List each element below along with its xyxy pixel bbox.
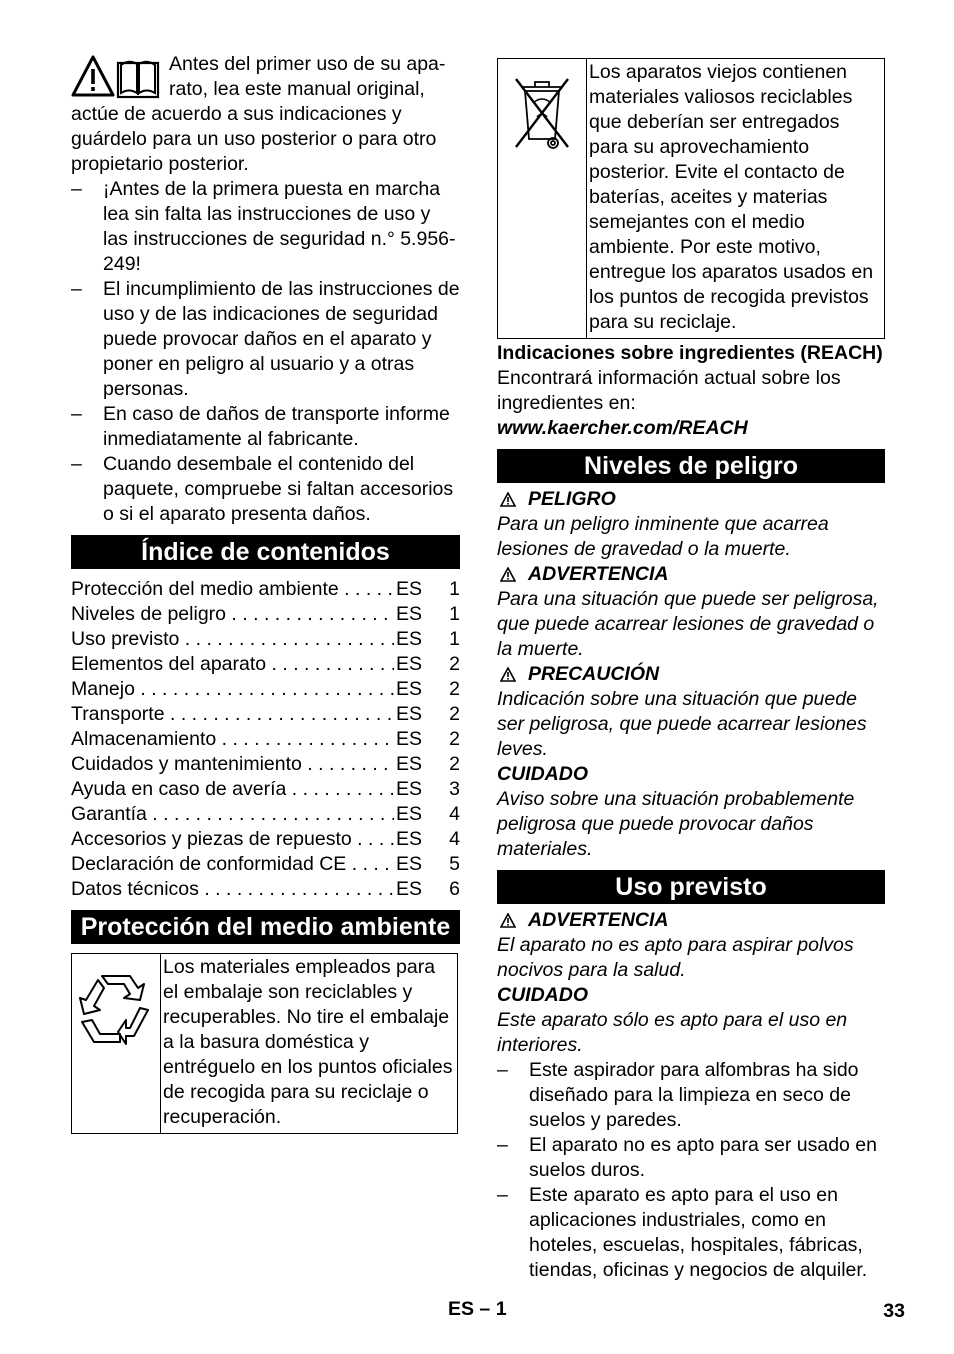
toc-title: Elementos del aparato . . . [71,652,394,677]
reach-text: Encontrará información actual sobre los ingredientes en: [497,367,841,414]
toc-row[interactable] [71,852,460,877]
toc-title: Datos técnicos . . . [71,877,394,902]
toc-lang: ES [396,753,423,775]
intro-bullet: – En caso de daños de transporte informe inmediatamente al fabricante. [71,402,460,452]
intended-use-heading: Uso previsto [497,870,885,904]
toc-row[interactable] [71,702,460,727]
warning-triangle-icon [73,57,113,95]
toc-lang: ES [396,703,423,725]
toc-lang: ES [396,603,423,625]
intro-bullet: – El incumplimiento de las instrucciones de uso y de las indicaciones de seguridad puede provocar daños en el aparato y poner en peligro al usuario y a otras personas. [71,277,460,402]
crossed-bin-icon [513,73,571,153]
toc-page: 1 [449,578,460,600]
hazard-warning-label [497,562,885,587]
hazard-label: PELIGRO [528,488,616,510]
toc-title: Garantía . . . [71,802,394,827]
intro-line-1: Antes del primer uso de su apa- [169,53,446,75]
recycle-box [71,953,458,1134]
toc-page: 2 [449,728,460,750]
intro-bullet: – ¡Antes de la primera puesta en marcha lea sin falta las instrucciones de uso y las instrucciones de seguridad n.° 5.956-249! [71,177,460,277]
toc-row[interactable] [71,627,460,652]
toc-title: Niveles de peligro . . . [71,602,394,627]
hazard-text: Para una situación que puede ser peligrosa, que puede acarrear lesiones de gravedad o la muerte. [497,588,879,660]
toc-lang: ES [396,653,423,675]
toc-lang: ES [396,678,423,700]
intended-use-warning-label [497,908,885,933]
caution-text: Este aparato sólo es apto para el uso en interiores. [497,1009,848,1056]
toc-title: Ayuda en caso de avería . . . [71,777,394,802]
toc-lang: ES [396,778,423,800]
toc-row[interactable] [71,602,460,627]
intended-use-bullet-list [497,1058,885,1283]
hazard-text: Aviso sobre una situación probablemente peligrosa que puede provocar daños materiales. [497,788,855,860]
toc-lang: ES [396,853,423,875]
toc-lang: ES [396,628,423,650]
toc-page: 4 [449,803,460,825]
toc-row[interactable] [71,577,460,602]
toc-title: Transporte . . . [71,702,394,727]
toc-lang: ES [396,878,423,900]
warning-manual-icon [71,55,163,99]
recycle-icon [78,970,154,1048]
toc-row[interactable] [71,727,460,752]
recycle-text: Los materiales empleados para el embalaje son reciclables y recuperables. No tire el embalaje a la basura doméstica y entréguelo en los puntos oficiales de recogida para su reciclaje o recuperación. [163,956,453,1128]
reach-heading: Indicaciones sobre ingredientes (REACH) [497,342,883,364]
toc-title: Uso previsto . . . [71,627,394,652]
disposal-text: Los aparatos viejos contienen materiales valiosos reciclables que deberían ser entregados para su aprovechamiento posterior. Evite el contacto de baterías, aceites y materias semejantes con el medio ambiente. Por este motivo, entregue los aparatos usados en los puntos de recogida previstos para su reciclaje. [589,61,874,333]
page-number: 33 [883,1300,905,1322]
toc-page: 2 [449,703,460,725]
warning-triangle-icon [500,913,516,928]
toc-row[interactable] [71,827,460,852]
intro-bullet: – Cuando desembale el contenido del paquete, compruebe si faltan accesorios o si el aparato presenta daños. [71,452,460,527]
toc-title: Declaración de conformidad CE . . . [71,852,394,877]
disposal-icon-cell [498,59,587,338]
hazard-danger-label [497,487,885,512]
toc-page: 2 [449,753,460,775]
intro-bullet-list [71,177,460,527]
intro-text: actúe de acuerdo a sus indicaciones y guárdelo para un uso posterior o para otro propietario posterior. [71,103,437,175]
toc-row[interactable] [71,777,460,802]
intro-icons [71,55,163,99]
hazard-levels-list [497,487,885,862]
hazard-text: Indicación sobre una situación que puede ser peligrosa, que puede acarrear lesiones leves. [497,688,867,760]
table-of-contents [71,577,460,902]
hazard-notice-label: CUIDADO [497,763,588,785]
manual-book-icon [118,62,158,97]
reach-link[interactable]: www.kaercher.com/REACH [497,417,748,439]
left-column [71,52,460,1134]
intro-line-2: rato, lea este manual original, [169,78,425,100]
intended-use-bullet: – El aparato no es apto para ser usado en suelos duros. [497,1133,885,1183]
toc-title: Protección del medio ambiente . . . [71,577,394,602]
right-column [497,58,885,1283]
toc-row[interactable] [71,677,460,702]
toc-row[interactable] [71,752,460,777]
toc-page: 2 [449,678,460,700]
toc-lang: ES [396,728,423,750]
environment-heading: Protección del medio ambiente [71,910,460,944]
intro-section [71,52,460,177]
disposal-box [497,58,885,339]
hazard-levels-heading: Niveles de peligro [497,449,885,483]
toc-page: 3 [449,778,460,800]
toc-title: Accesorios y piezas de repuesto . . . [71,827,394,852]
toc-page: 1 [449,603,460,625]
toc-title: Manejo . . . [71,677,394,702]
toc-row[interactable] [71,802,460,827]
toc-page: 6 [449,878,460,900]
hazard-label: PRECAUCIÓN [528,663,660,685]
toc-page: 1 [449,628,460,650]
toc-row[interactable] [71,877,460,902]
hazard-caution-label [497,662,885,687]
intended-use-bullet: – Este aspirador para alfombras ha sido diseñado para la limpieza en seco de suelos y paredes. [497,1058,885,1133]
hazard-label: ADVERTENCIA [528,563,669,585]
toc-page: 4 [449,828,460,850]
warning-text: El aparato no es apto para aspirar polvos nocivos para la salud. [497,934,854,981]
intended-use-bullet: – Este aparato es apto para el uso en aplicaciones industriales, como en hoteles, escuelas, hospitales, fábricas, tiendas, oficinas y negocios de alquiler. [497,1183,885,1283]
toc-page: 2 [449,653,460,675]
warning-label: ADVERTENCIA [528,909,669,931]
warning-triangle-icon [500,667,516,682]
toc-lang: ES [396,828,423,850]
caution-label: CUIDADO [497,984,588,1006]
toc-heading: Índice de contenidos [71,535,460,569]
toc-title: Cuidados y mantenimiento . . . [71,752,394,777]
toc-page: 5 [449,853,460,875]
toc-row[interactable] [71,652,460,677]
section-page-number: ES – 1 [448,1298,507,1320]
hazard-text: Para un peligro inminente que acarrea lesiones de gravedad o la muerte. [497,513,829,560]
intended-use-section [497,908,885,1283]
toc-lang: ES [396,803,423,825]
warning-triangle-icon [500,492,516,507]
recycle-icon-cell [72,954,161,1133]
warning-triangle-icon [500,567,516,582]
toc-title: Almacenamiento . . . [71,727,394,752]
toc-lang: ES [396,578,423,600]
